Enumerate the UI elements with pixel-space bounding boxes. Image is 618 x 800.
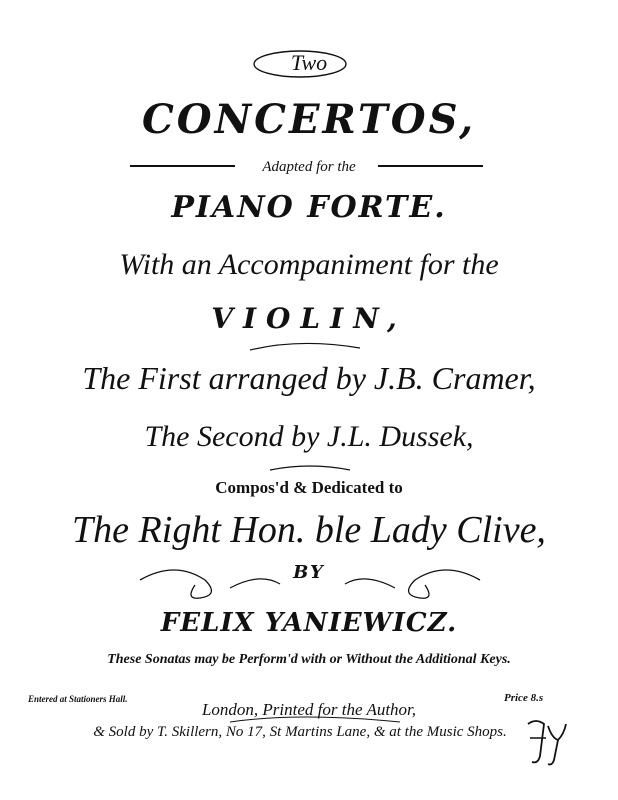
performance-note: These Sonatas may be Perform'd with or Without the Additional Keys. bbox=[107, 652, 511, 667]
title-two: Two bbox=[290, 50, 328, 75]
by-label: BY bbox=[293, 562, 325, 583]
adapted-row bbox=[0, 156, 618, 176]
imprint-london: London, Printed for the Author, bbox=[201, 700, 417, 719]
title-violin: VIOLIN, bbox=[211, 302, 407, 335]
first-arranged-line: The First arranged by J.B. Cramer, bbox=[82, 360, 536, 396]
title-piano-forte: PIANO FORTE. bbox=[171, 190, 447, 225]
price-label: Price 8.s bbox=[504, 692, 544, 704]
monogram-signature bbox=[522, 716, 572, 768]
divider-left bbox=[130, 165, 235, 167]
divider-right bbox=[378, 165, 483, 167]
entered-stationers-hall: Entered at Stationers Hall. bbox=[28, 694, 128, 704]
accompaniment-line: With an Accompaniment for the bbox=[119, 248, 499, 281]
composd-dedicated-line: Compos'd & Dedicated to bbox=[215, 478, 403, 497]
imprint-sold-by: & Sold by T. Skillern, No 17, St Martins Lane, & at the Music Shops. bbox=[93, 724, 507, 740]
second-line: The Second by J.L. Dussek, bbox=[144, 420, 474, 453]
adapted-for-the: Adapted for the bbox=[262, 159, 356, 175]
title-concertos: CONCERTOS, bbox=[141, 96, 477, 143]
composer-name: FELIX YANIEWICZ. bbox=[160, 608, 458, 638]
dedicatee-line: The Right Hon. ble Lady Clive, bbox=[72, 509, 546, 551]
